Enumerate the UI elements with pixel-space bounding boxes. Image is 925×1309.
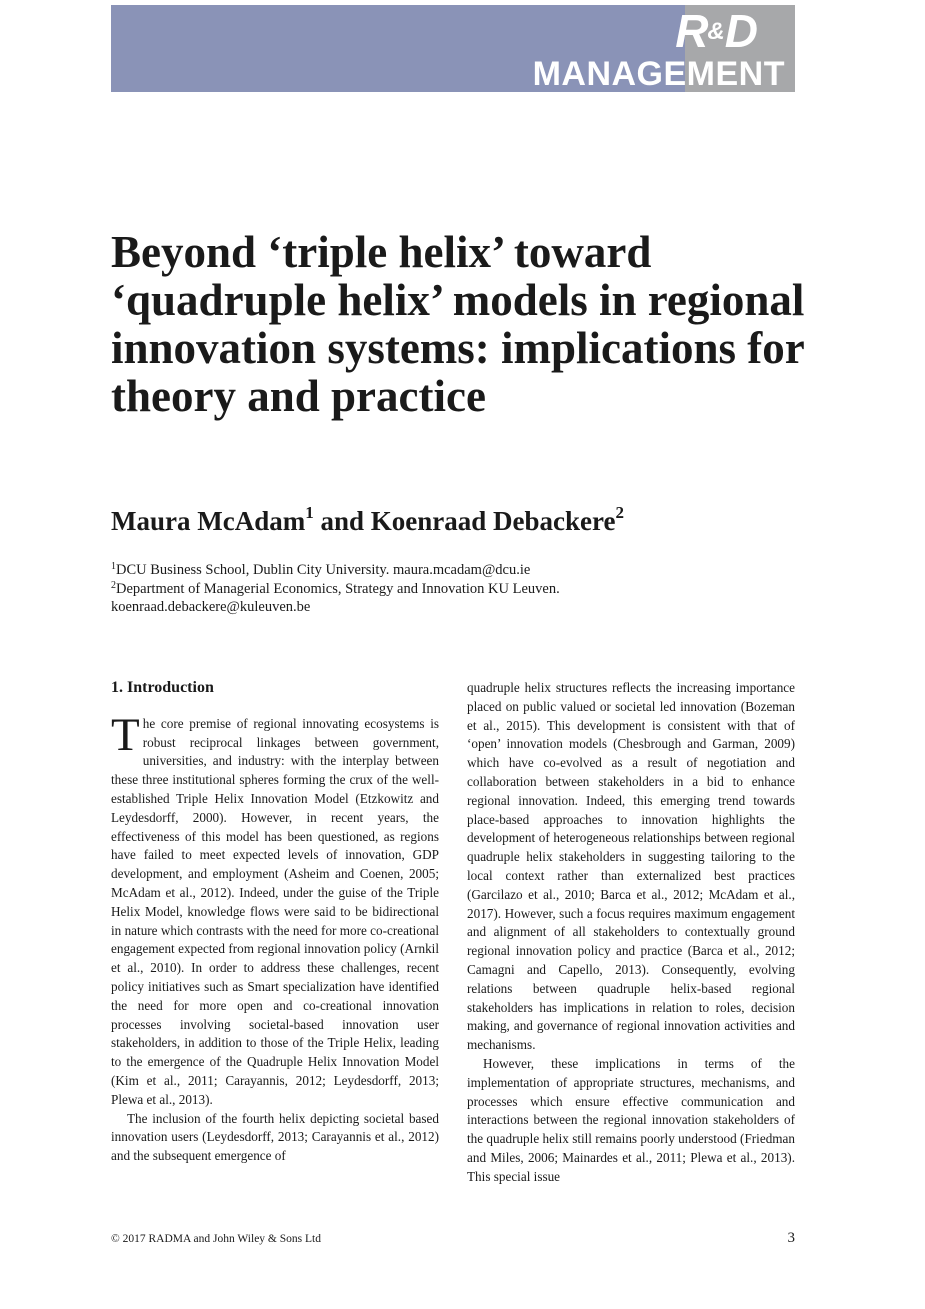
body-column-right	[467, 679, 795, 1187]
copyright-notice: © 2017 RADMA and John Wiley & Sons Ltd	[111, 1233, 321, 1245]
section-heading: 1. Introduction	[111, 679, 214, 696]
body-paragraph: quadruple helix structures reflects the increasing importance placed on public valued or societal led innovation (Bozeman et al., 2015). This development is consistent with that of ‘open’ innovation models (Chesbrough and Garman, 2009) which have co-evolved as a result of negotiation and collaboration between stakeholders in a bid to enhance regional innovation. Indeed, this emerging trend towards place-based approaches to innovation highlights the development of heterogeneous relationships between regional quadruple helix stakeholders in suggesting tailoring to the local context rather than externalized best practices (Garcilazo et al., 2010; Barca et al., 2012; McAdam et al., 2017). However, such a focus requires maximum engagement and alignment of all stakeholders to contextually ground regional innovation policy and practice (Barca et al., 2012; Camagni and Capello, 2013). Consequently, evolving relations between quadruple helix-based regional stakeholders has implications in relation to roles, decision making, and governance of regional innovation activities and mechanisms.	[467, 680, 795, 1053]
author-joiner: and	[313, 506, 371, 536]
author-line	[111, 505, 624, 537]
journal-banner	[111, 5, 795, 92]
body-paragraph: However, these implications in terms of the implementation of appropriate structures, mechanisms, and processes which ensure effective communication and interactions between the regional innovation stakeholders of the quadruple helix still remains poorly understood (Friedman and Miles, 2006; Mainardes et al., 2011; Plewa et al., 2013). This special issue	[467, 1055, 795, 1184]
logo-ampersand: &	[707, 18, 725, 45]
affiliation-text: DCU Business School, Dublin City University. maura.mcadam@dcu.ie	[116, 562, 531, 578]
logo-letter-r: R	[675, 5, 708, 57]
body-paragraph: The inclusion of the fourth helix depicting societal based innovation users (Leydesdorff, 2013; Carayannis et al., 2012) and the subsequent emergence of	[111, 1110, 439, 1164]
author-affiliation-marker: 2	[615, 503, 624, 522]
body-paragraph	[111, 708, 439, 1110]
journal-logo-management: MANAGEMENT	[532, 55, 785, 93]
affiliation-marker: 1	[111, 561, 116, 572]
author-name: Koenraad Debackere	[370, 506, 616, 536]
affiliation-marker: 2	[111, 579, 116, 591]
affiliation-line	[111, 561, 811, 580]
logo-letter-d: D	[724, 5, 757, 57]
affiliation-line	[111, 580, 811, 599]
journal-logo-rd	[675, 7, 757, 56]
paragraph-text: he core premise of regional innovating ecosystems is robust reciprocal linkages between government, universities, and industry: with the interplay between these three institutional spheres forming the crux of the well-established Triple Helix Innovation Model (Etzkowitz and Leydesdorff, 2000). However, in recent years, the effectiveness of this model has been questioned, as regions have failed to meet expected levels of innovation, GDP development, and employment (Asheim and Coenen, 2005; McAdam et al., 2012). Indeed, under the guise of the Triple Helix Model, knowledge flows were said to be bidirectional in nature which contrasts with the need for more co-creational engagement expected from regional innovation policy (Arnkil et al., 2010). In order to address these challenges, recent policy initiatives such as Smart specialization have identified the need for more open and co-creational innovation processes involving societal-based innovation user stakeholders, in addition to those of the Triple Helix, leading to the emergence of the Quadruple Helix Innovation Model (Kim et al., 2011; Carayannis, 2012; Leydesdorff, 2013; Plewa et al., 2013).	[111, 715, 439, 1107]
page-number: 3	[787, 1230, 795, 1246]
drop-cap: T	[111, 708, 140, 761]
affiliation-email: koenraad.debackere@kuleuven.be	[111, 599, 311, 615]
affiliation-text: Department of Managerial Economics, Strategy and Innovation KU Leuven.	[116, 580, 560, 597]
article-title: Beyond ‘triple helix’ toward ‘quadruple helix’ models in regional innovation systems: implications for theory and practice	[111, 227, 805, 421]
affiliations	[111, 561, 811, 617]
body-column-left	[111, 679, 439, 1166]
author-affiliation-marker: 1	[305, 503, 314, 522]
author-name: Maura McAdam	[111, 506, 306, 536]
